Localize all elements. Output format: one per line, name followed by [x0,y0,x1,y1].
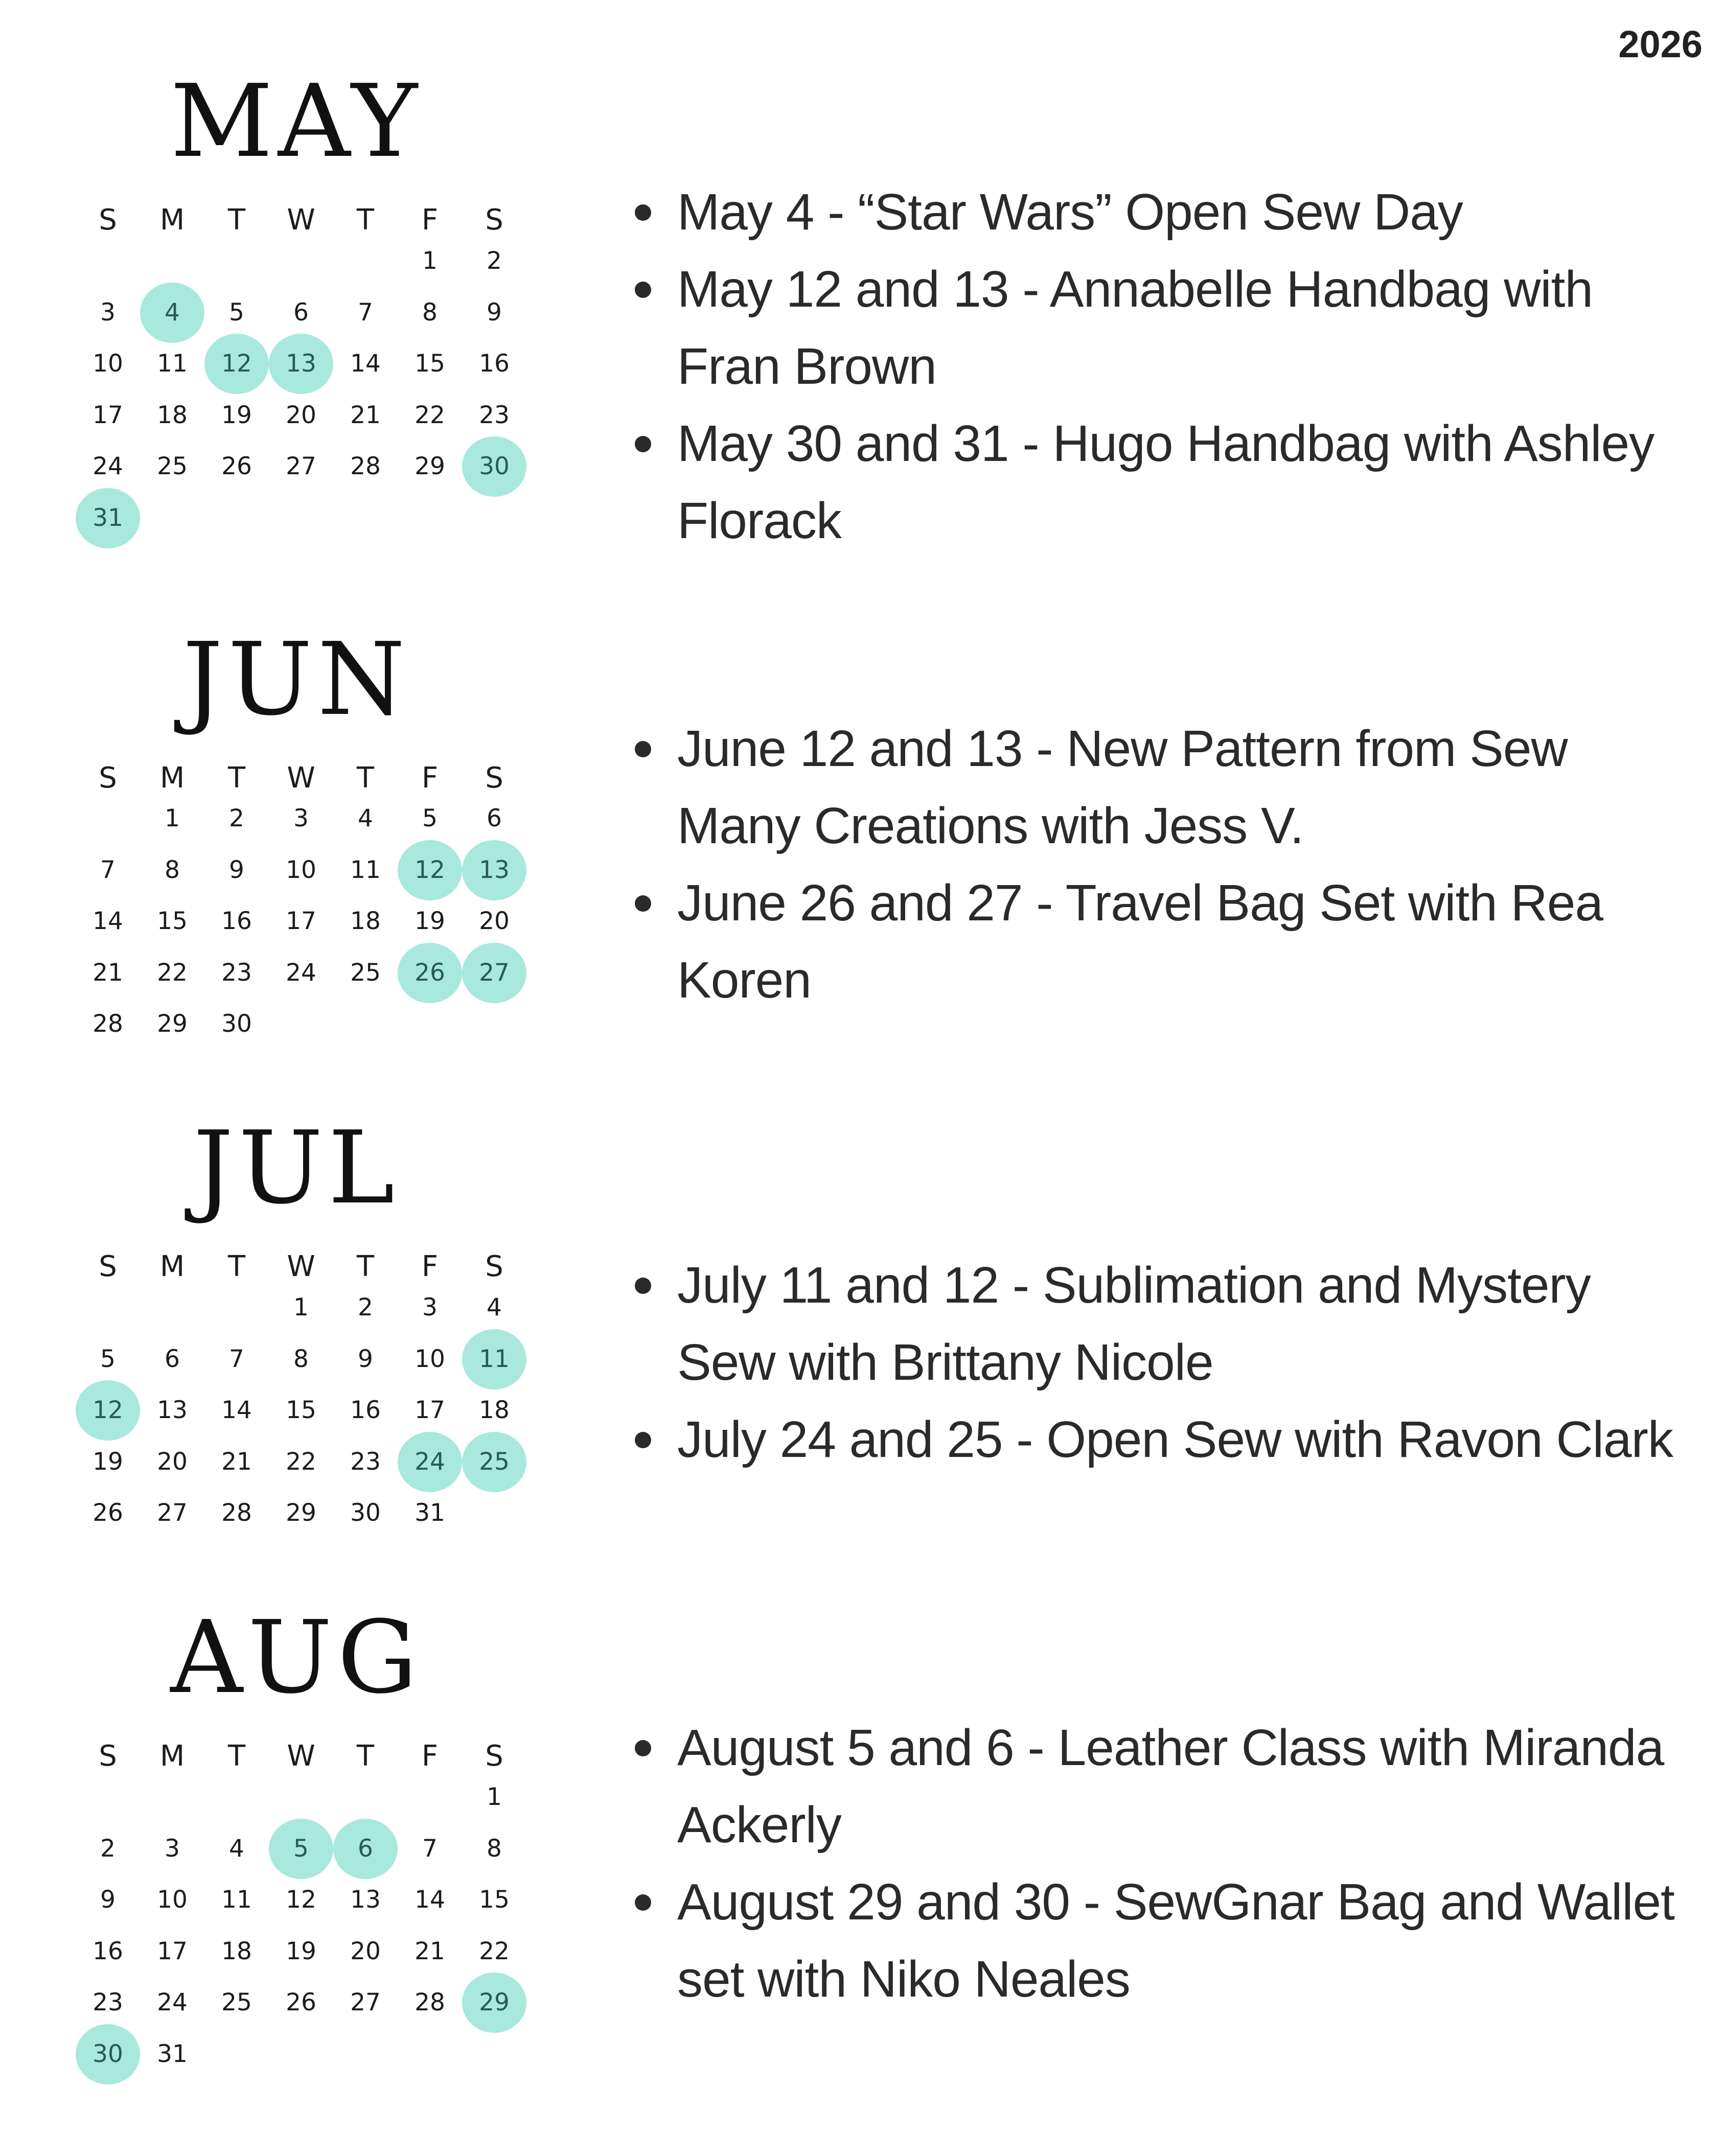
calendar-day: 21 [221,1447,252,1476]
calendar-day: 5 [100,1344,116,1373]
weekday-header: S [99,761,117,795]
calendar-day: 9 [358,1344,373,1373]
calendar-day: 29 [286,1499,316,1527]
calendar-day: 3 [100,298,116,327]
calendar-day: 26 [93,1499,123,1527]
weekday-header: T [356,1250,375,1283]
weekday-header: W [287,1250,315,1283]
calendar-day: 16 [93,1937,123,1965]
calendar-day: 6 [487,804,502,832]
calendar-day-highlighted: 24 [398,1432,462,1492]
calendar-day: 4 [229,1834,244,1863]
calendar-day: 17 [157,1937,188,1965]
event-item: August 5 and 6 - Leather Class with Miranda Ackerly [626,1709,1699,1864]
weekday-header: W [287,761,315,795]
calendar-day: 18 [157,401,188,429]
calendar-day: 16 [221,907,252,935]
calendar-day: 7 [229,1344,244,1373]
calendar-day: 25 [350,958,381,987]
weekday-header: S [485,1740,503,1773]
calendar-day: 26 [286,1988,316,2016]
calendar-day: 18 [350,907,381,935]
weekday-header: F [421,1250,439,1283]
calendar-day: 21 [415,1937,445,1965]
year-label: 2026 [1618,23,1703,65]
weekday-header: S [99,203,117,237]
calendar-day: 20 [350,1937,381,1965]
calendar-day-highlighted: 4 [140,283,204,343]
calendar-day: 27 [157,1499,188,1527]
event-list-may [626,174,1699,560]
calendar-day: 15 [157,907,188,935]
weekday-header: T [227,1250,246,1283]
calendar-day: 15 [415,350,445,378]
calendar-day: 11 [221,1886,252,1914]
calendar-day: 28 [350,452,381,480]
calendar-day: 9 [100,1886,116,1914]
event-list-jun [626,710,1699,1019]
calendar-day-highlighted: 30 [76,2024,140,2084]
calendar-day: 19 [286,1937,316,1965]
calendar-day: 22 [157,958,188,987]
calendar-day: 29 [157,1010,188,1038]
calendar-day: 8 [422,298,438,327]
event-item: July 24 and 25 - Open Sew with Ravon Clark [626,1401,1699,1478]
event-item: May 4 - “Star Wars” Open Sew Day [626,174,1699,251]
calendar-day: 2 [229,804,244,832]
weekday-header: S [485,1250,503,1283]
calendar-day: 10 [93,350,123,378]
calendar-day-highlighted: 5 [269,1819,333,1879]
calendar-day: 15 [286,1396,316,1424]
weekday-header: S [485,203,503,237]
calendar-day-highlighted: 13 [462,840,526,900]
calendar-day: 25 [221,1988,252,2016]
event-item: June 26 and 27 - Travel Bag Set with Rea Koren [626,865,1699,1019]
calendar-day: 28 [93,1010,123,1038]
weekday-header: S [99,1740,117,1773]
weekday-header: F [421,203,439,237]
calendar-day: 14 [93,907,123,935]
calendar-day: 22 [479,1937,510,1965]
calendar-day: 16 [479,350,510,378]
calendar-day: 17 [415,1396,445,1424]
calendar-day: 31 [415,1499,445,1527]
calendar-day: 11 [350,855,381,884]
event-list-jul [626,1247,1699,1478]
calendar-day: 22 [415,401,445,429]
weekday-header: T [227,1740,246,1773]
event-item: May 12 and 13 - Annabelle Handbag with Fran Brown [626,251,1699,405]
calendar-day: 20 [286,401,316,429]
calendar-day-highlighted: 29 [462,1973,526,2033]
weekday-header: T [227,761,246,795]
weekday-header: M [159,761,185,795]
calendar-day: 6 [293,298,309,327]
calendar-day: 8 [293,1344,309,1373]
calendar-day: 21 [350,401,381,429]
calendar-day: 4 [487,1293,502,1322]
calendar-day: 17 [286,907,316,935]
weekday-header: F [421,1740,439,1773]
calendar-day-highlighted: 26 [398,943,462,1003]
calendar-day-highlighted: 6 [333,1819,398,1879]
calendar-day: 23 [479,401,510,429]
calendar-day: 11 [157,350,188,378]
calendar-day: 24 [286,958,316,987]
calendar-day: 9 [229,855,244,884]
weekday-header: W [287,1740,315,1773]
calendar-day: 27 [286,452,316,480]
calendar-day-highlighted: 12 [76,1380,140,1441]
calendar-day: 3 [293,804,309,832]
calendar-day: 20 [479,907,510,935]
calendar-day: 2 [487,247,502,275]
event-item: May 30 and 31 - Hugo Handbag with Ashley Florack [626,405,1699,560]
event-item: July 11 and 12 - Sublimation and Mystery Sew with Brittany Nicole [626,1247,1699,1401]
calendar-day: 7 [358,298,373,327]
weekday-header: W [287,203,315,237]
calendar-day: 1 [487,1783,502,1811]
calendar-day: 31 [157,2039,188,2068]
calendar-day: 13 [350,1886,381,1914]
event-list-aug [626,1709,1699,2018]
calendar-day-highlighted: 30 [462,436,526,497]
calendar-day: 29 [415,452,445,480]
calendar-day: 14 [350,350,381,378]
calendar-day: 26 [221,452,252,480]
calendar-day: 15 [479,1886,510,1914]
calendar-day-highlighted: 11 [462,1329,526,1389]
calendar-day: 28 [221,1499,252,1527]
calendar-day: 14 [415,1886,445,1914]
event-item: June 12 and 13 - New Pattern from Sew Many Creations with Jess V. [626,710,1699,865]
month-title: AUG [170,1599,423,1716]
calendar-day: 23 [93,1988,123,2016]
month-title: JUN [182,621,410,738]
calendar-day: 7 [100,855,116,884]
calendar-day: 18 [221,1937,252,1965]
calendar-day: 23 [350,1447,381,1476]
calendar-day: 10 [157,1886,188,1914]
calendar-day: 1 [293,1293,309,1322]
weekday-header: T [227,203,246,237]
calendar-day: 8 [165,855,180,884]
calendar-day: 24 [93,452,123,480]
calendar-day: 3 [165,1834,180,1863]
calendar-day: 27 [350,1988,381,2016]
calendar-day: 2 [100,1834,116,1863]
weekday-header: S [485,761,503,795]
calendar-day: 17 [93,401,123,429]
weekday-header: T [356,1740,375,1773]
calendar-day: 19 [221,401,252,429]
calendar-day: 12 [286,1886,316,1914]
calendar-day: 19 [93,1447,123,1476]
weekday-header: M [159,1250,185,1283]
calendar-day-highlighted: 13 [269,334,333,394]
calendar-day-highlighted: 27 [462,943,526,1003]
calendar-day: 19 [415,907,445,935]
calendar-day: 20 [157,1447,188,1476]
weekday-header: M [159,1740,185,1773]
calendar-day: 5 [422,804,438,832]
calendar-day: 18 [479,1396,510,1424]
calendar-day: 30 [350,1499,381,1527]
calendar-day: 10 [415,1344,445,1373]
calendar-day: 1 [422,247,438,275]
weekday-header: T [356,203,375,237]
calendar-day: 16 [350,1396,381,1424]
calendar-day-highlighted: 31 [76,488,140,548]
calendar-day: 8 [487,1834,502,1863]
calendar-day: 5 [229,298,244,327]
calendar-day: 22 [286,1447,316,1476]
event-item: August 29 and 30 - SewGnar Bag and Wallet set with Niko Neales [626,1864,1699,2018]
calendar-day-highlighted: 12 [204,334,269,394]
calendar-day: 23 [221,958,252,987]
calendar-day: 28 [415,1988,445,2016]
calendar-day: 21 [93,958,123,987]
weekday-header: F [421,761,439,795]
weekday-header: S [99,1250,117,1283]
calendar-day-highlighted: 12 [398,840,462,900]
calendar-day: 30 [221,1010,252,1038]
weekday-header: T [356,761,375,795]
calendar-day: 13 [157,1396,188,1424]
calendar-day: 3 [422,1293,438,1322]
calendar-day: 6 [165,1344,180,1373]
calendar-day: 14 [221,1396,252,1424]
weekday-header: M [159,203,185,237]
calendar-day: 25 [157,452,188,480]
calendar-day-highlighted: 25 [462,1432,526,1492]
calendar-day: 4 [358,804,373,832]
calendar-day: 7 [422,1834,438,1863]
month-title: MAY [170,63,423,180]
calendar-day: 2 [358,1293,373,1322]
calendar-day: 10 [286,855,316,884]
calendar-day: 9 [487,298,502,327]
month-title: JUL [193,1110,400,1226]
calendar-day: 1 [165,804,180,832]
calendar-day: 24 [157,1988,188,2016]
